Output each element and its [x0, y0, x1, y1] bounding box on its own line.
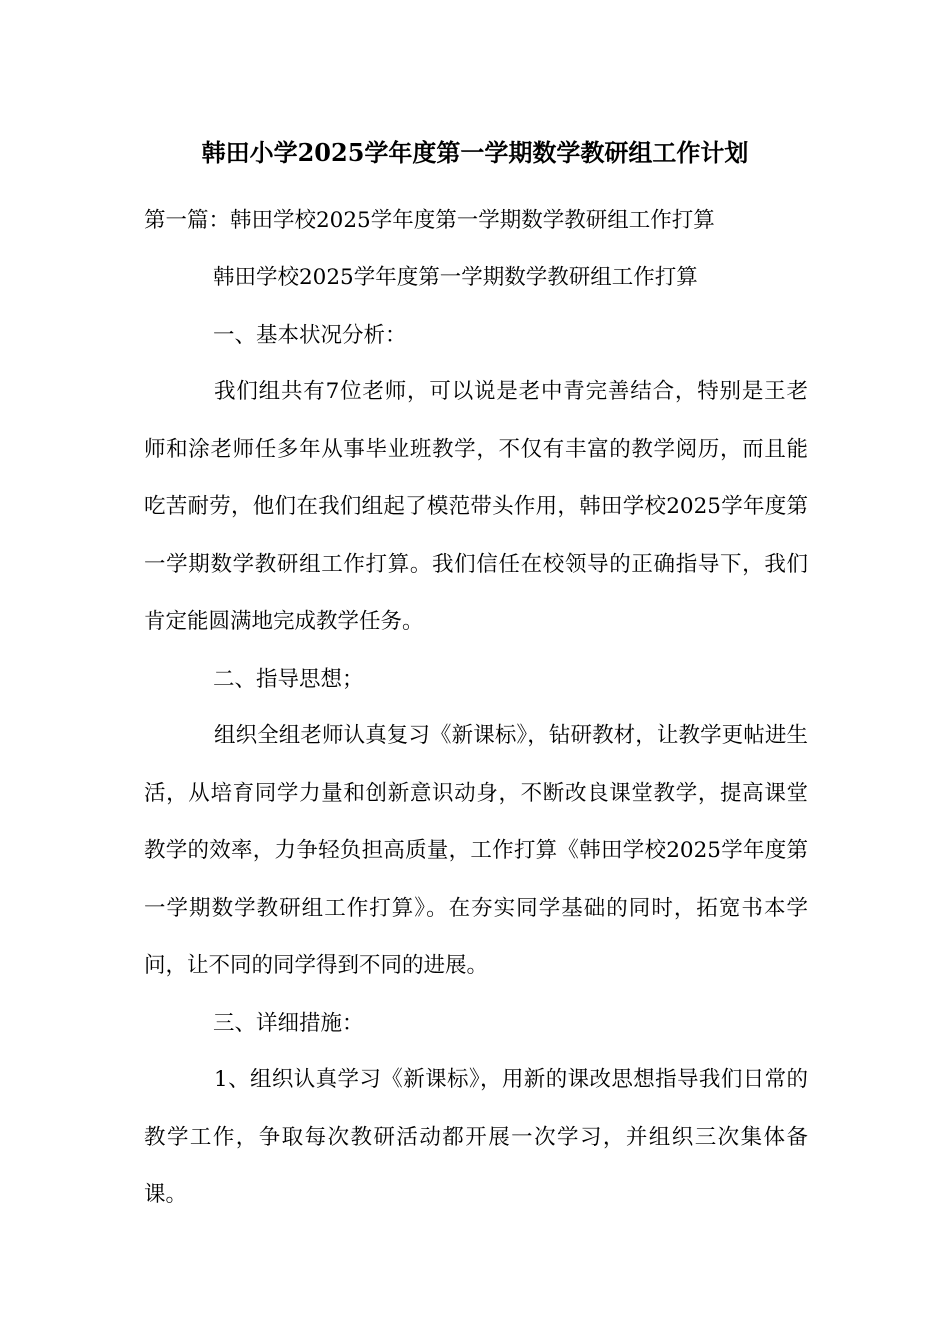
section-1-body: 我们组共有7位老师，可以说是老中青完善结合，特别是王老师和涂老师任多年从事毕业班教学，不仅有丰富的教学阅历，而且能吃苦耐劳，他们在我们组起了模范带头作用，韩田学校2025学年度第一学期数学教研组工作打算。我们信任在校领导的正确指导下，我们肯定能圆满地完成教学任务。	[144, 379, 808, 634]
section-3-item-1: 1、组织认真学习《新课标》，用新的课改思想指导我们日常的教学工作，争取每次教研活动都开展一次学习，并组织三次集体备课。	[144, 1067, 808, 1207]
document-subtitle: 第一篇：韩田学校2025学年度第一学期数学教研组工作打算	[144, 208, 715, 233]
section-1-heading: 一、基本状况分析：	[213, 323, 407, 348]
document-title: 韩田小学2025学年度第一学期数学教研组工作计划	[201, 138, 749, 167]
plan-heading: 韩田学校2025学年度第一学期数学教研组工作打算	[213, 265, 698, 290]
section-3-heading: 三、详细措施：	[213, 1011, 364, 1036]
section-2-heading: 二、指导思想；	[213, 667, 364, 692]
section-2-body: 组织全组老师认真复习《新课标》，钻研教材，让教学更帖进生活，从培育同学力量和创新意识动身，不断改良课堂教学，提高课堂教学的效率，力争轻负担高质量，工作打算《韩田学校2025学年度第一学期数学教研组工作打算》。在夯实同学基础的同时，拓宽书本学问，让不同的同学得到不同的进展。	[144, 723, 808, 978]
